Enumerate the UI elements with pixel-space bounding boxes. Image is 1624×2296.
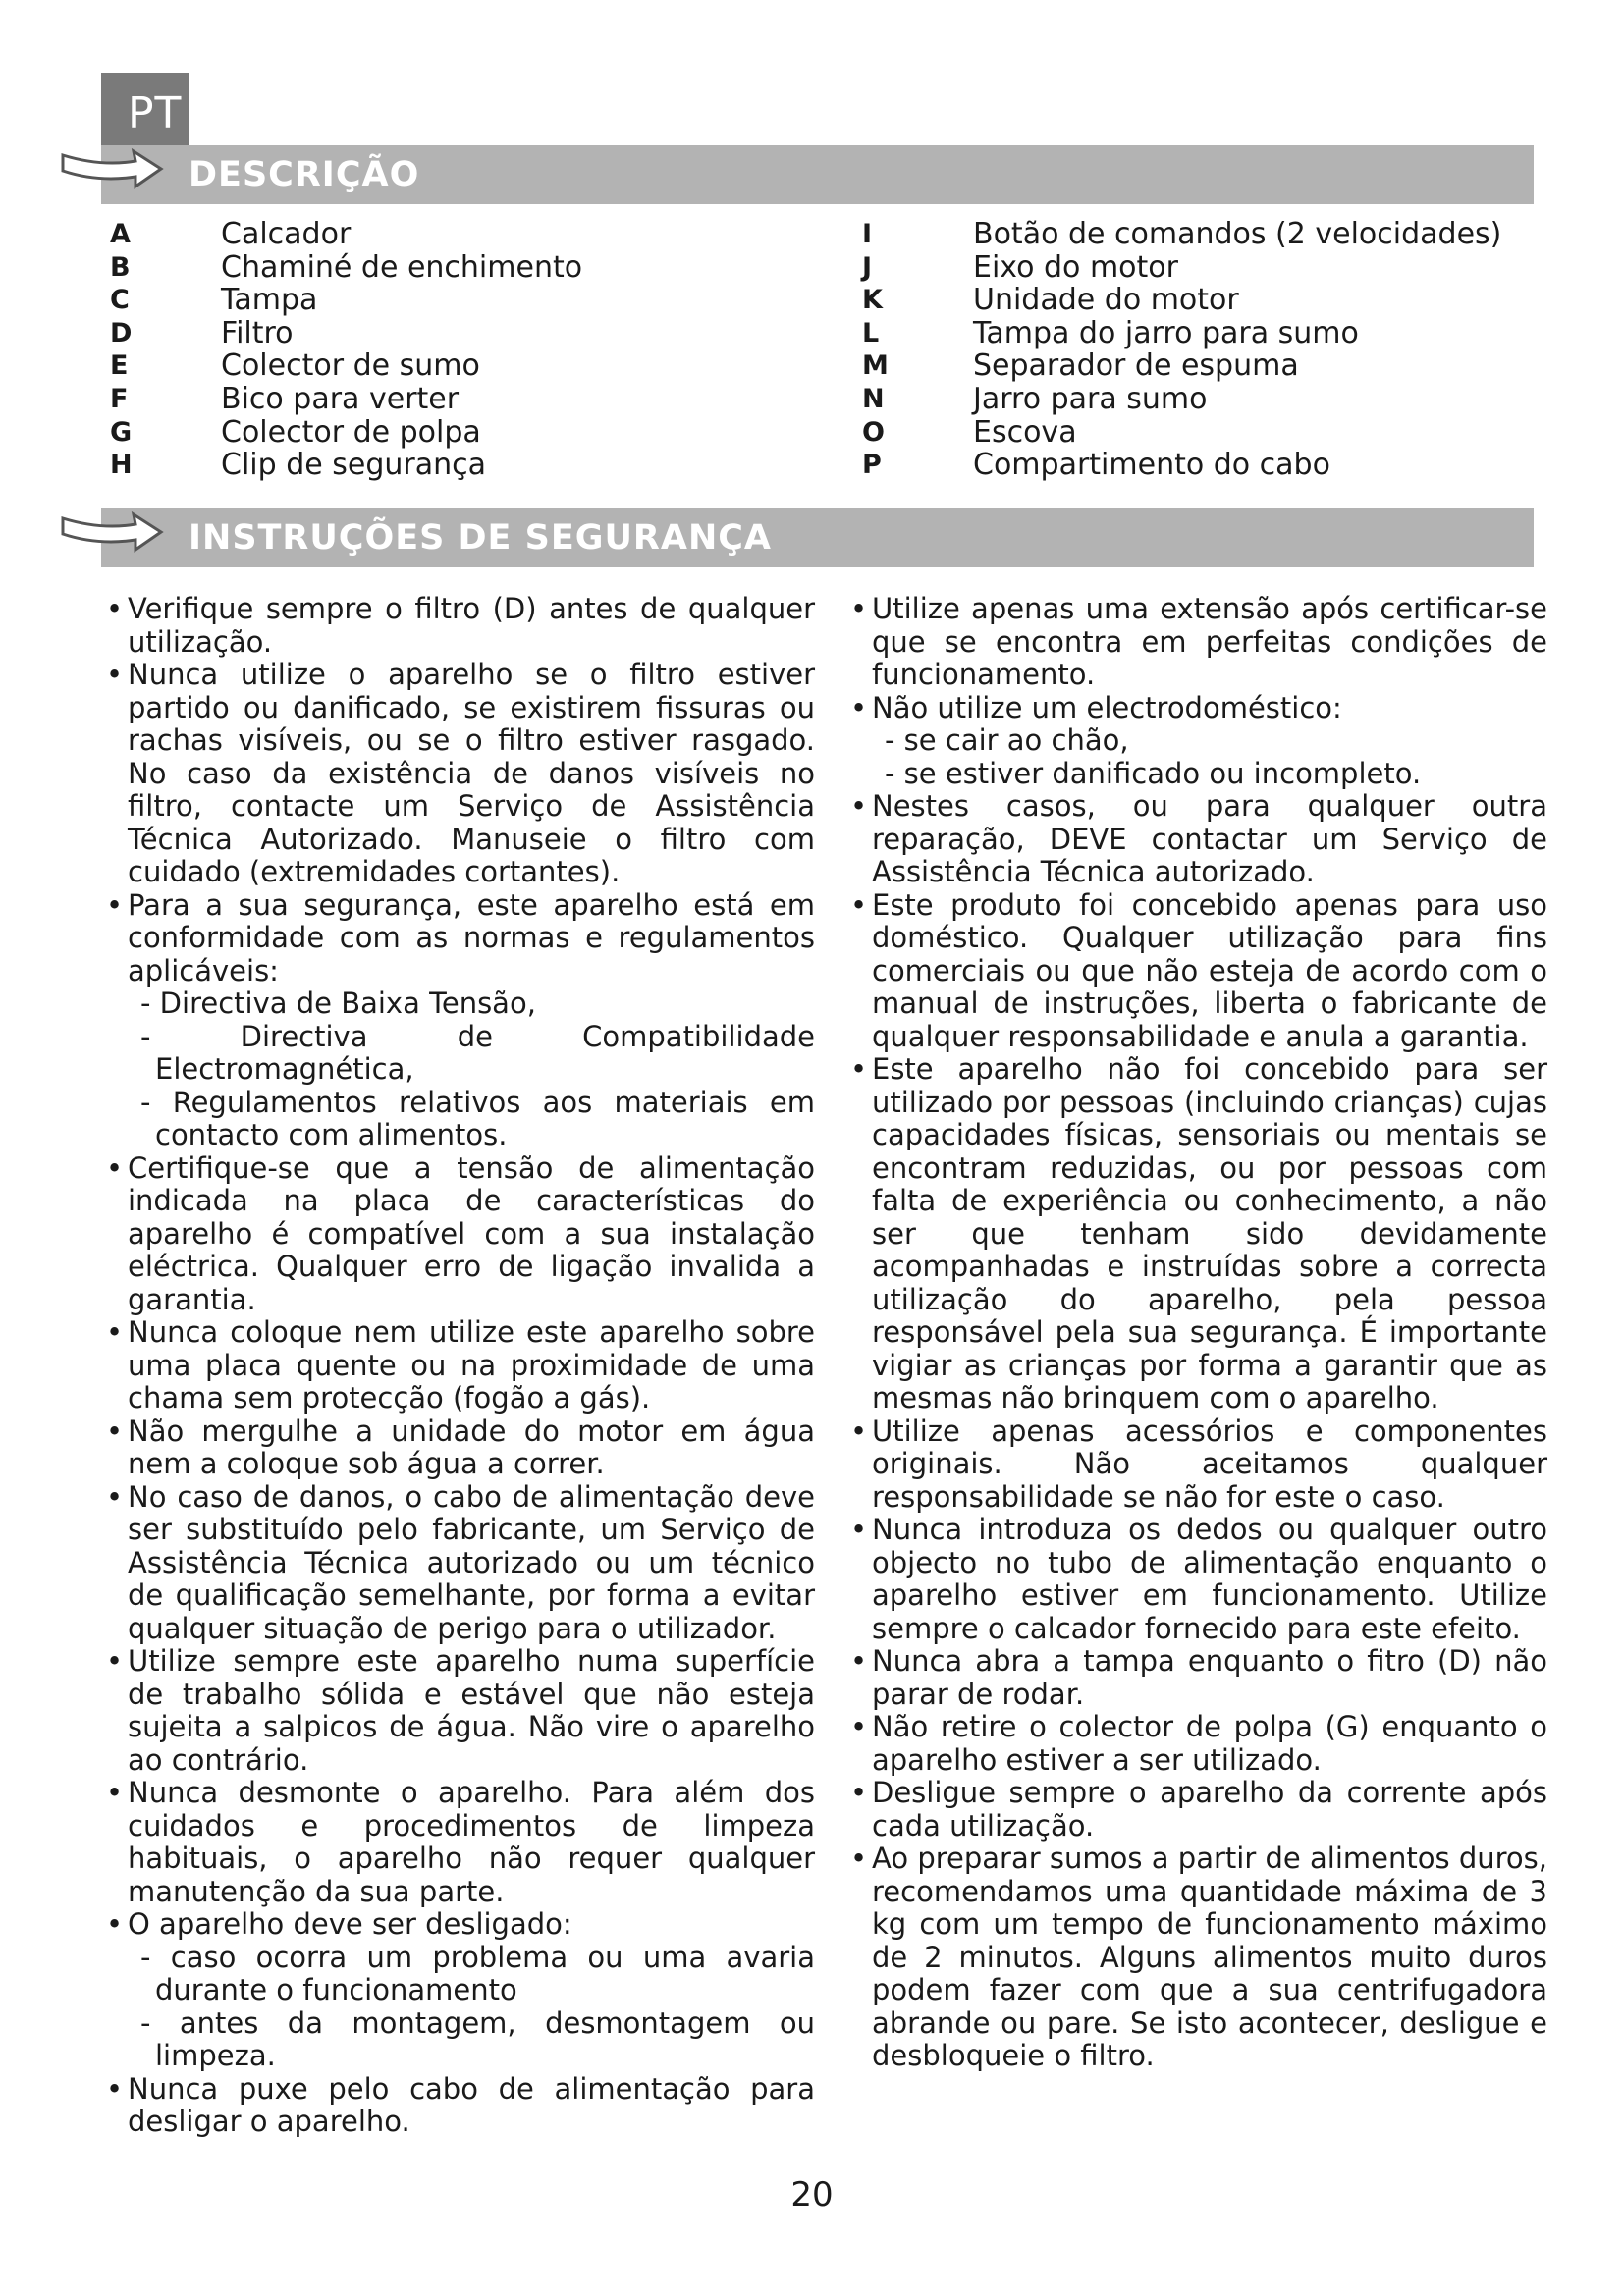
legend-item	[862, 383, 1501, 416]
safety-item-text: Nunca utilize o aparelho se o filtro estiver partido ou danificado, se existirem fissuras ou rachas visíveis, ou se o filtro estiver rasgado. No caso da existência de danos visíveis no filtro, contacte um Serviço de Assistência Técnica Autorizado. Manuseie o filtro com cuidado (extremidades cortantes).	[128, 658, 815, 888]
legend-text: Botão de comandos (2 velocidades)	[973, 217, 1502, 251]
safety-item	[106, 1645, 815, 1777]
legend-item	[110, 416, 582, 450]
safety-item	[106, 1152, 815, 1317]
safety-item-text: Desligue sempre o aparelho da corrente após cada utilização.	[872, 1776, 1547, 1842]
description-title: DESCRIÇÃO	[189, 155, 420, 194]
legend-text: Unidade do motor	[973, 283, 1239, 318]
legend-letter: H	[110, 450, 133, 481]
safety-item	[106, 2073, 815, 2139]
safety-item	[850, 692, 1547, 791]
safety-item-text: Para a sua segurança, este aparelho está em conformidade com as normas e regulamentos aplicáveis:	[128, 887, 815, 988]
safety-item	[850, 1645, 1547, 1711]
safety-item	[106, 593, 815, 659]
safety-sub-item: - se estiver danificado ou incompleto.	[885, 756, 1422, 790]
legend-text: Compartimento do cabo	[973, 448, 1330, 483]
safety-item	[106, 1415, 815, 1481]
safety-item-text: Nunca coloque nem utilize este aparelho sobre uma placa quente ou na proximidade de uma chama sem protecção (fogão a gás).	[128, 1315, 815, 1415]
page-number: 20	[790, 2175, 834, 2215]
safety-item-text: Não utilize um electrodoméstico:	[872, 690, 1342, 724]
safety-item	[850, 1514, 1547, 1645]
legend-text: Jarro para sumo	[973, 381, 1208, 416]
legend-item	[862, 317, 1501, 350]
legend-item	[110, 218, 582, 251]
safety-item-text: Nestes casos, ou para qualquer outra reparação, DEVE contactar um Serviço de Assistência Técnica autorizado.	[872, 789, 1547, 888]
safety-item-text: Este aparelho não foi concebido para ser utilizado por pessoas (incluindo crianças) cujas capacidades físicas, sensoriais ou mentais se encontram reduzidas, ou por pessoas com falta de experiência ou conhecimento, a não ser que tenham sido devidamente acompanhadas e instruídas sobre a correcta utilização do aparelho, pela pessoa responsável pela sua segurança. É importante vigiar as crianças por forma a garantir que as mesmas não brinquem com o aparelho.	[872, 1052, 1547, 1415]
safety-item-text: Utilize apenas uma extensão após certificar-se que se encontra em perfeitas condições de funcionamento.	[872, 592, 1547, 691]
safety-item	[850, 1777, 1547, 1842]
legend-item	[862, 251, 1501, 285]
safety-item-text: O aparelho deve ser desligado:	[128, 1907, 572, 1941]
safety-sub-item: - Regulamentos relativos aos materiais em contacto com alimentos.	[140, 1085, 815, 1151]
safety-item	[106, 1481, 815, 1646]
legend-item	[110, 383, 582, 416]
safety-item-text: Nunca desmonte o aparelho. Para além dos cuidados e procedimentos de limpeza habituais, o aparelho não requer qualquer manutenção da sua parte.	[128, 1776, 815, 1908]
legend-item	[862, 449, 1501, 482]
safety-item	[850, 1415, 1547, 1515]
safety-item-text: Utilize sempre este aparelho numa superfície de trabalho sólida e estável que não esteja sujeita a salpicos de água. Não vire o aparelho ao contrário.	[128, 1644, 815, 1777]
legend-item	[110, 349, 582, 383]
safety-item-text: Nunca puxe pelo cabo de alimentação para desligar o aparelho.	[128, 2071, 815, 2138]
legend-letter: D	[110, 317, 133, 348]
legend-text: Separador de espuma	[973, 348, 1299, 384]
legend-letter: N	[862, 383, 885, 414]
legend-letter: A	[110, 219, 131, 249]
legend-item	[110, 251, 582, 285]
legend-text: Colector de polpa	[221, 414, 481, 450]
arrow-icon	[59, 501, 167, 560]
legend-item	[862, 284, 1501, 317]
legend-text: Tampa do jarro para sumo	[973, 315, 1359, 350]
legend-item	[862, 218, 1501, 251]
arrow-icon	[59, 137, 167, 196]
legend-letter: P	[862, 450, 882, 481]
legend-item	[110, 317, 582, 350]
legend-letter: M	[862, 350, 889, 382]
legend-letter: L	[862, 317, 880, 348]
safety-title: INSTRUÇÕES DE SEGURANÇA	[189, 518, 773, 558]
safety-item	[850, 889, 1547, 1054]
safety-item	[106, 1908, 815, 2073]
legend-item	[862, 349, 1501, 383]
legend-letter: C	[110, 285, 130, 316]
legend-text: Tampa	[221, 283, 318, 318]
legend-letter: O	[862, 416, 885, 448]
safety-sub-item: - Directiva de Baixa Tensão,	[140, 987, 536, 1020]
legend-text: Escova	[973, 414, 1077, 450]
legend-left	[110, 218, 582, 482]
legend-text: Calcador	[221, 217, 352, 251]
legend-letter: I	[862, 219, 873, 249]
legend-letter: G	[110, 416, 133, 448]
legend-text: Colector de sumo	[221, 348, 480, 384]
safety-item	[106, 1777, 815, 1908]
legend-text: Chaminé de enchimento	[221, 249, 583, 285]
legend-item	[862, 416, 1501, 450]
safety-item	[106, 659, 815, 889]
legend-item	[110, 449, 582, 482]
safety-item	[850, 1842, 1547, 2073]
safety-item	[850, 790, 1547, 889]
safety-item	[106, 889, 815, 1152]
safety-item-text: Ao preparar sumos a partir de alimentos duros, recomendamos uma quantidade máxima de 3 kg com um tempo de funcionamento máximo de 2 minutos. Alguns alimentos muito duros podem fazer com que a sua centrifugadora abrande ou pare. Se isto acontecer, desligue e desbloqueie o filtro.	[872, 1842, 1547, 2072]
safety-column-right	[850, 593, 1547, 2073]
safety-item	[850, 1711, 1547, 1777]
legend-letter: J	[862, 251, 873, 283]
safety-item-text: Nunca abra a tampa enquanto o fitro (D) não parar de rodar.	[872, 1644, 1547, 1711]
safety-sub-item: - antes da montagem, desmontagem ou limpeza.	[140, 2005, 815, 2072]
legend-letter: E	[110, 350, 129, 382]
legend-letter: B	[110, 251, 131, 283]
legend-text: Eixo do motor	[973, 249, 1178, 285]
safety-column-left	[106, 593, 815, 2139]
safety-item-text: Certifique-se que a tensão de alimentação indicada na placa de características do aparelho é compatível com a sua instalação eléctrica. Qualquer erro de ligação invalida a garantia.	[128, 1150, 815, 1316]
legend-right	[862, 218, 1501, 482]
legend-letter: F	[110, 383, 129, 414]
safety-item	[850, 1053, 1547, 1415]
legend-text: Clip de segurança	[221, 448, 486, 483]
safety-item-text: Não mergulhe a unidade do motor em água nem a coloque sob água a correr.	[128, 1414, 815, 1480]
safety-item	[850, 593, 1547, 692]
safety-item-text: Verifique sempre o filtro (D) antes de qualquer utilização.	[128, 592, 815, 659]
safety-item-text: Não retire o colector de polpa (G) enquanto o aparelho estiver a ser utilizado.	[872, 1710, 1547, 1777]
safety-item-text: Nunca introduza os dedos ou qualquer outro objecto no tubo de alimentação enquanto o aparelho estiver em funcionamento. Utilize sempre o calcador fornecido para este efeito.	[872, 1513, 1547, 1645]
safety-sub-item: - Directiva de Compatibilidade Electromagnética,	[140, 1019, 815, 1086]
safety-item-text: No caso de danos, o cabo de alimentação deve ser substituído pelo fabricante, um Serviço de Assistência Técnica autorizado ou um técnico de qualificação semelhante, por forma a evitar qualquer situação de perigo para o utilizador.	[128, 1479, 815, 1645]
safety-item-text: Este produto foi concebido apenas para uso doméstico. Qualquer utilização para fins comerciais ou que não esteja de acordo com o manual de instruções, liberta o fabricante de qualquer responsabilidade e anula a garantia.	[872, 887, 1547, 1053]
legend-letter: K	[862, 285, 883, 316]
legend-item	[110, 284, 582, 317]
safety-item	[106, 1316, 815, 1415]
legend-text: Filtro	[221, 315, 294, 350]
legend-text: Bico para verter	[221, 381, 460, 416]
safety-item-text: Utilize apenas acessórios e componentes originais. Não aceitamos qualquer responsabilidade se não for este o caso.	[872, 1414, 1547, 1514]
safety-sub-item: - caso ocorra um problema ou uma avaria durante o funcionamento	[140, 1940, 815, 2006]
language-tab: PT	[101, 73, 189, 151]
safety-sub-item: - se cair ao chão,	[885, 723, 1129, 757]
